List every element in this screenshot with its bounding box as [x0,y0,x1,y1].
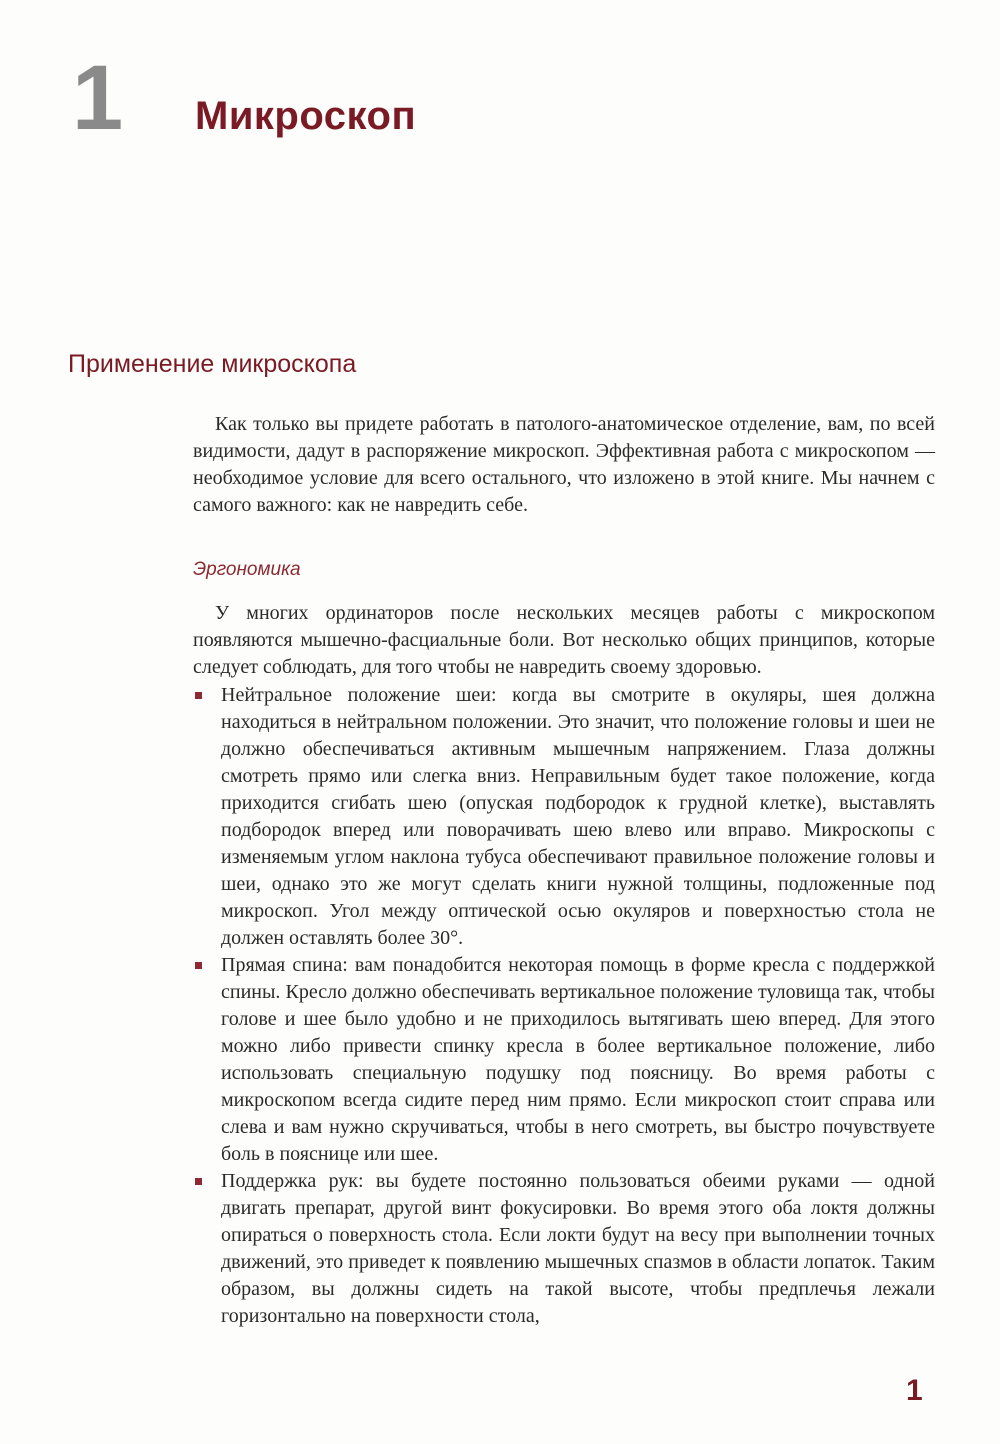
subsection-intro-paragraph: У многих ординаторов после нескольких месяцев работы с микроскопом появляются мышечно-фасциальные боли. Вот несколько общих принципов, которые следует соблюдать, для того чтобы не навредить своему здоровью. [193,602,935,678]
bullet-text: Прямая спина: вам понадобится некоторая помощь в форме кресла с поддержкой спины. Кресло должно обеспечивать вертикальное положение туловища так, чтобы голове и шее было удобно и не приходилось вытягивать шею вперед. Для этого можно либо привести спинку кресла в более вертикальное положение, либо использовать специальную подушку под поясницу. Во время работы с микроскопом всегда сидите перед ним прямо. Если микроскоп стоит справа или слева и вам нужно скручиваться, чтобы в него смотреть, вы быстро почувствуете боль в пояснице или шее. [221,954,935,1165]
section-intro-paragraph: Как только вы придете работать в патолого-анатомическое отделение, вам, по всей видимости, дадут в распоряжение микроскоп. Эффективная работа с микроскопом — необходимое условие для всего остального, что изложено в этой книге. Мы начнем с самого важного: как не навредить себе. [193,413,935,516]
page-number: 1 [906,1374,923,1407]
subsection-title: Эргономика [193,559,301,580]
square-bullet-icon [195,1178,202,1185]
chapter-number: 1 [72,47,124,149]
bullet-item-back [193,952,935,1168]
bullet-item-arms [193,1168,935,1330]
square-bullet-icon [195,962,202,969]
section-title: Применение микроскопа [68,350,357,378]
bullet-text: Поддержка рук: вы будете постоянно пользоваться обеими руками — одной двигать препарат, другой винт фокусировки. Во время этого оба локтя должны опираться о поверхность стола. Если локти будут на весу при выполнении точных движений, это приведет к появлению мышечных спазмов в области лопаток. Таким образом, вы должны сидеть на такой высоте, чтобы предплечья лежали горизонтально на поверхности стола, [221,1170,935,1327]
bullet-item-neck [193,682,935,952]
bullet-text: Нейтральное положение шеи: когда вы смотрите в окуляры, шея должна находиться в нейтральном положении. Это значит, что положение головы и шеи не должно обеспечиваться активным мышечным напряжением. Глаза должны смотреть прямо или слегка вниз. Неправильным будет такое положение, когда приходится сгибать шею (опуская подбородок к грудной клетке), выставлять подбородок вперед или поворачивать шею влево или вправо. Микроскопы с изменяемым углом наклона тубуса обеспечивают правильное положение головы и шеи, однако это же могут сделать книги нужной толщины, подложенные под микроскоп. Угол между оптической осью окуляров и поверхностью стола не должен оставлять более 30°. [221,684,935,949]
square-bullet-icon [195,692,202,699]
ergonomics-bullet-list [193,682,935,1330]
chapter-title: Микроскоп [195,94,417,138]
